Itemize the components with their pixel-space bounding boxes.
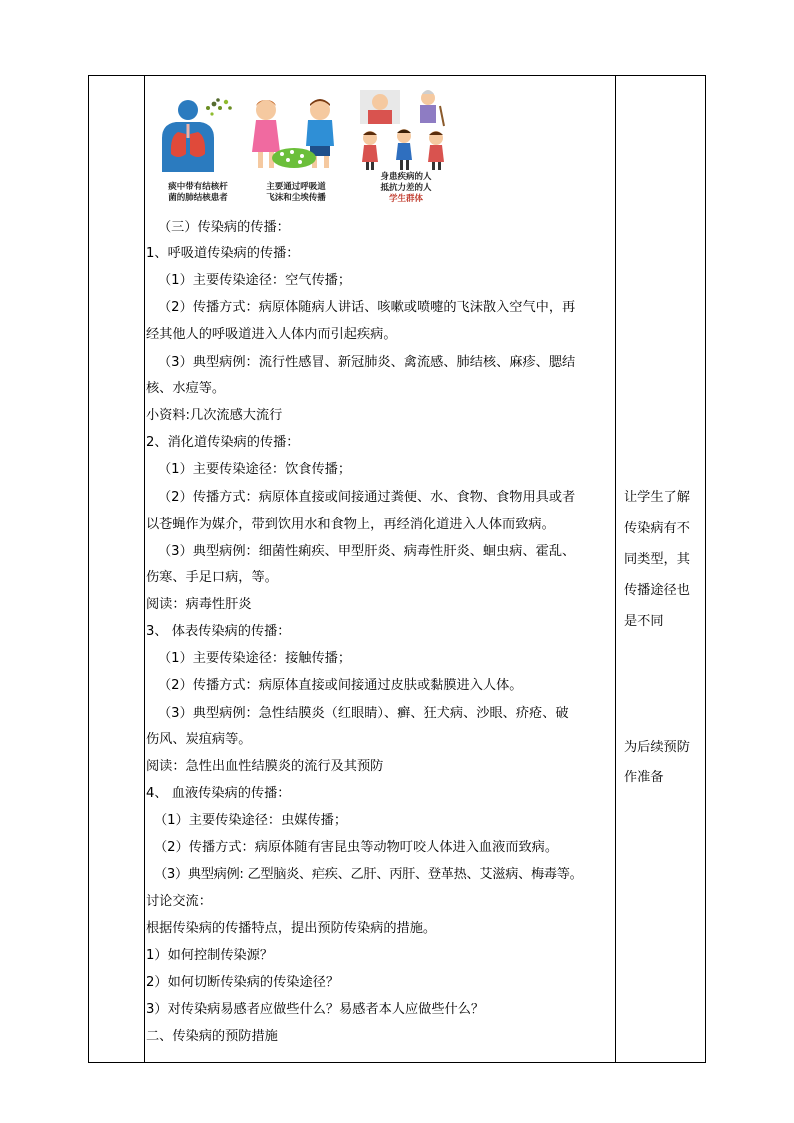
intent-line: 传播途径也: [624, 583, 690, 598]
intent-line: 是不同: [624, 614, 664, 629]
subsection-heading: 4、 血液传染病的传播：: [146, 786, 291, 801]
vulnerable-groups-illustration: [356, 86, 452, 172]
section-heading: （三）传染病的传播：: [158, 220, 290, 235]
column-divider-left: [144, 76, 145, 1062]
text-line: （3）典型病例: 乙型脑炎、疟疾、乙肝、丙肝、登革热、艾滋病、梅毒等。: [154, 867, 583, 882]
caption-1-line-1: 痰中带有结核杆: [168, 182, 228, 192]
text-line: （2）传播方式：病原体随病人讲话、咳嗽或喷嚏的飞沫散入空气中，再: [158, 300, 576, 315]
text-line: 1）如何控制传染源？: [146, 948, 274, 963]
caption-2: [248, 182, 344, 204]
caption-3-line-2: 抵抗力差的人: [380, 183, 432, 193]
text-line: 2）如何切断传染病的传染途径？: [146, 975, 340, 990]
text-line: 伤风、炭疽病等。: [146, 732, 252, 747]
text-line: 小资料:几次流感大流行: [146, 408, 283, 423]
subsection-heading: 3、 体表传染病的传播：: [146, 624, 291, 639]
text-line: 阅读：急性出血性结膜炎的流行及其预防: [146, 759, 384, 774]
text-line: （1）主要传染途径：饮食传播；: [158, 462, 352, 477]
content-column: [146, 76, 612, 1062]
caption-2-line-1: 主要通过呼吸道: [266, 182, 326, 192]
text-line: （1）主要传染途径：接触传播；: [158, 651, 352, 666]
illustration-row: [146, 82, 612, 212]
text-line: 核、水痘等。: [146, 381, 226, 396]
caption-3-line-1: 身患疾病的人: [380, 172, 432, 182]
text-line: 以苍蝇作为媒介，带到饮用水和食物上，再经消化道进入人体而致病。: [146, 517, 555, 532]
text-line: （3）典型病例：流行性感冒、新冠肺炎、禽流感、肺结核、麻疹、腮结: [158, 355, 576, 370]
text-line: （1）主要传染途径：虫媒传播；: [154, 813, 348, 828]
subsection-heading: 2、消化道传染病的传播：: [146, 435, 300, 450]
intent-line: 为后续预防: [624, 740, 690, 755]
text-line: （2）传播方式：病原体直接或间接通过皮肤或黏膜进入人体。: [158, 678, 523, 693]
text-line: 根据传染病的传播特点，提出预防传染病的措施。: [146, 921, 437, 936]
text-line: （2）传播方式：病原体随有害昆虫等动物叮咬人体进入血液而致病。: [154, 840, 559, 855]
subsection-heading: 1、呼吸道传染病的传播：: [146, 246, 300, 261]
intent-line: 传染病有不: [624, 521, 690, 536]
text-line: （3）典型病例：细菌性痢疾、甲型肝炎、病毒性肝炎、蛔虫病、霍乱、: [158, 544, 576, 559]
lesson-table: [88, 75, 706, 1063]
text-line: （1）主要传染途径：空气传播；: [158, 273, 352, 288]
caption-3: [358, 172, 454, 205]
caption-2-line-2: 飞沫和尘埃传播: [266, 193, 326, 203]
coughing-children-illustration: [244, 96, 348, 172]
text-line: （3）典型病例：急性结膜炎（红眼睛）、癣、狂犬病、沙眼、疥疮、破: [158, 706, 569, 721]
caption-1-line-2: 菌的肺结核患者: [168, 193, 228, 203]
intent-line: 作准备: [624, 770, 664, 785]
section-heading: 二、传染病的预防措施: [146, 1029, 278, 1044]
text-line: （2）传播方式：病原体直接或间接通过粪便、水、食物、食物用具或者: [158, 490, 576, 505]
intent-line: 让学生了解: [624, 490, 690, 505]
column-divider-right: [615, 76, 616, 1062]
text-line: 讨论交流：: [146, 894, 212, 909]
intent-line: 同类型，其: [624, 552, 690, 567]
design-intent-column: [620, 76, 706, 1062]
caption-1: [158, 182, 238, 204]
text-line: 3）对传染病易感者应做些什么？易感者本人应做些什么？: [146, 1002, 485, 1017]
text-line: 阅读：病毒性肝炎: [146, 597, 252, 612]
lung-patient-illustration: [156, 94, 236, 172]
text-line: 经其他人的呼吸道进入人体内而引起疾病。: [146, 327, 397, 342]
caption-3-line-3: 学生群体: [388, 194, 423, 204]
text-line: 伤寒、手足口病，等。: [146, 570, 278, 585]
